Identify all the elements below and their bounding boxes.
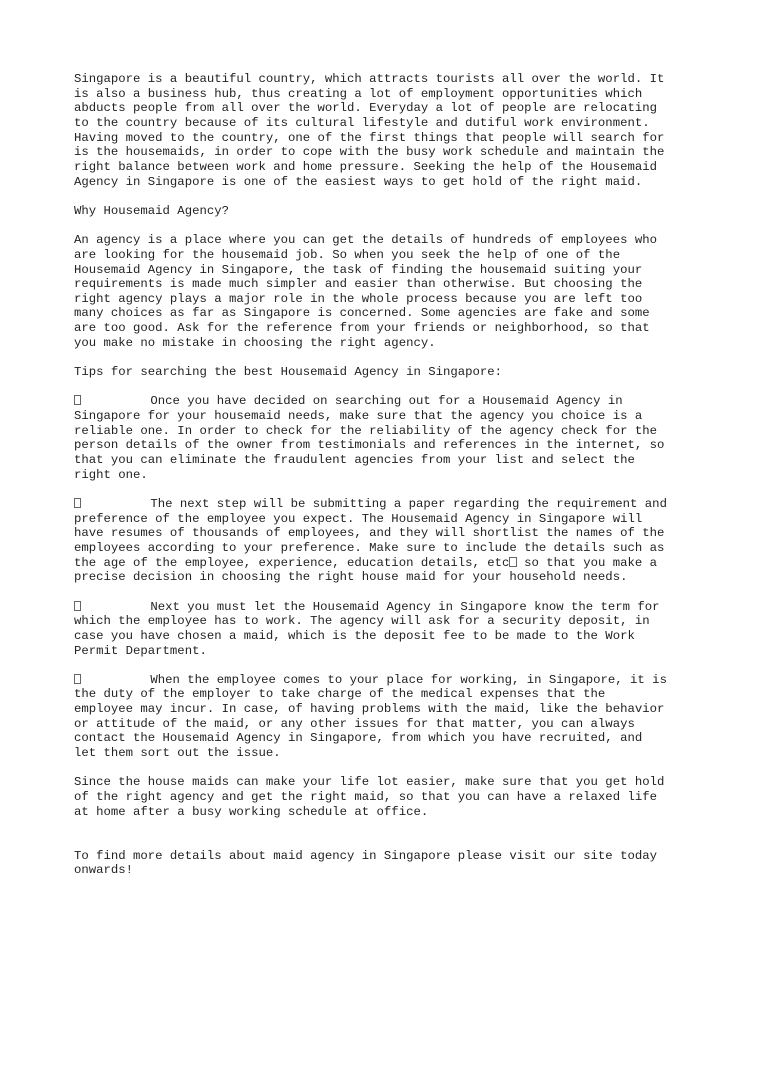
heading-why-housemaid-agency: Why Housemaid Agency?: [74, 203, 229, 218]
call-to-action: To find more details about maid agency in Singapore please visit our site today onwards!: [74, 848, 657, 878]
bullet-box-icon: [74, 498, 81, 508]
tip-text: preference of the employee you expect. The Housemaid Agency in Singapore will have resumes of thousands of employees, and they will shortlist the names of the employees according to your preference. Make sure to include the details such as the age of the employee, experience, education details, etc: [74, 511, 665, 570]
intro-paragraph: Singapore is a beautiful country, which attracts tourists all over the world. It is also a business hub, thus creating a lot of employment opportunities which abducts people from all over the world. Everyday a lot of people are relocating to the country because of its cultural lifestyle and dutiful work environment. Having moved to the country, one of the first things that people will search for is the housemaids, in order to cope with the busy work schedule and maintain the right balance between work and home pressure. Seeking the help of the Housemaid Agency in Singapore is one of the easiest ways to get hold of the right maid.: [74, 72, 665, 189]
tip-first-line: Next you must let the Housemaid Agency in Singapore know the term for: [150, 599, 660, 614]
tip-first-line: When the employee comes to your place for working, in Singapore, it is: [150, 672, 667, 687]
tip-text: so that you make a precise decision in choosing the right house maid for your household needs.: [74, 555, 657, 585]
tip-item: [74, 600, 698, 659]
blank-line: [74, 834, 698, 849]
bullet-box-icon: [74, 395, 81, 405]
bullet-box-icon: [74, 601, 81, 611]
tip-item: [74, 497, 698, 585]
missing-glyph-box-icon: [509, 557, 516, 567]
tip-first-line: The next step will be submitting a paper regarding the requirement and: [150, 496, 667, 511]
tip-text: the duty of the employer to take charge of the medical expenses that the employee may incur. In case, of having problems with the maid, like the behavior or attitude of the maid, or any other issues for that matter, you can always contact the Housemaid Agency in Singapore, from which you have recruited, and let them sort out the issue.: [74, 687, 665, 761]
tip-item: [74, 394, 698, 482]
tip-first-line: Once you have decided on searching out for a Housemaid Agency in: [150, 394, 623, 409]
tip-text: which the employee has to work. The agency will ask for a security deposit, in case you have chosen a maid, which is the deposit fee to be made to the Work Permit Department.: [74, 614, 650, 658]
document-body: [74, 72, 698, 893]
heading-tips: Tips for searching the best Housemaid Agency in Singapore:: [74, 365, 503, 380]
tip-text: Singapore for your housemaid needs, make sure that the agency you choice is a reliable one. In order to check for the reliability of the agency check for the person details of the owner from testimonials and references in the internet, so that you can eliminate the fraudulent agencies from your list and select the right one.: [74, 409, 665, 482]
bullet-box-icon: [74, 674, 81, 684]
why-agency-paragraph: An agency is a place where you can get the details of hundreds of employees who are looking for the housemaid job. So when you seek the help of one of the Housemaid Agency in Singapore, the task of finding the housemaid suiting your requirements is made much simpler and easier than otherwise. But choosing the right agency plays a major role in the whole process because you are left too many choices as far as Singapore is concerned. Some agencies are fake and some are too good. Ask for the reference from your friends or neighborhood, so that you make no mistake in choosing the right agency.: [74, 233, 657, 350]
closing-paragraph: Since the house maids can make your life lot easier, make sure that you get hold of the right agency and get the right maid, so that you can have a relaxed life at home after a busy working schedule at office.: [74, 775, 665, 819]
tip-item: [74, 673, 698, 761]
